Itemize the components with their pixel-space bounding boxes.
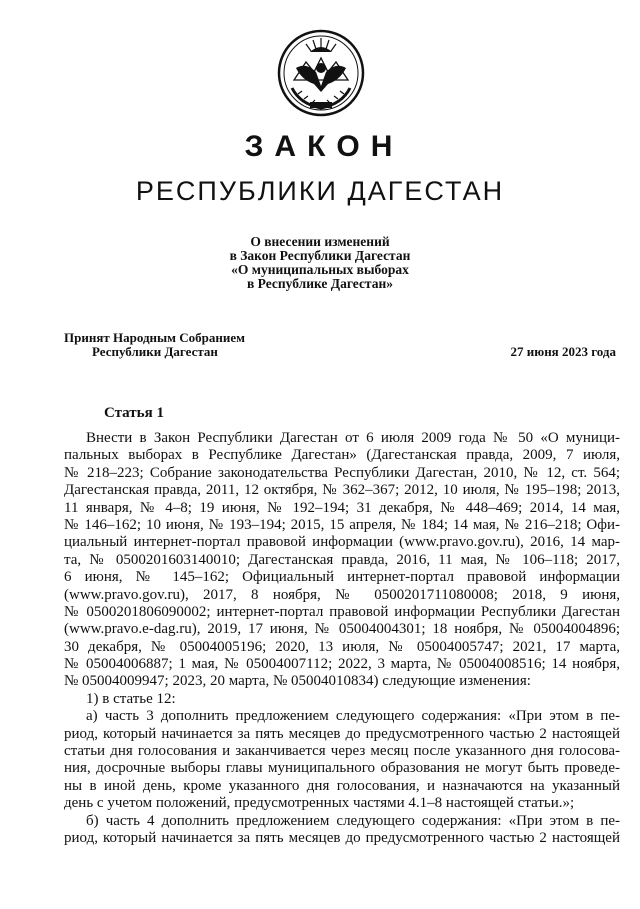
text-line: статьи дня голосования и заканчивается через месяц после указанного дня голосова- — [64, 743, 620, 760]
article-body — [64, 430, 620, 847]
text-line: Внести в Закон Республики Дагестан от 6 июля 2009 года № 50 «О муници- — [86, 430, 620, 446]
adoption-line-1: Принят Народным Собранием — [64, 330, 246, 345]
law-subject — [0, 235, 640, 291]
text-line: 11 января, № 4–8; 19 июня, № 192–194; 31 декабря, № 448–469; 2014, 14 мая, — [64, 499, 620, 516]
law-subtitle: РЕСПУБЛИКИ ДАГЕСТАН — [135, 176, 505, 206]
adoption-date: 27 июня 2023 года — [510, 344, 616, 359]
subject-line: О внесении изменений — [250, 234, 390, 249]
dagestan-coat-of-arms-icon — [276, 28, 366, 118]
text-line: (www.pravo.gov.ru), 2017, 8 ноября, № 0500201711080008; 2018, 9 июня, — [64, 586, 620, 603]
text-line: № 0500201806090002; интернет-портал правовой информации Республики Дагестан — [64, 603, 620, 620]
text-line: пальных выборах в Республике Дагестан» (Дагестанская правда, 2009, 7 июля, — [64, 447, 620, 464]
law-title: ЗАКОН — [244, 130, 404, 163]
text-line: № 218–223; Собрание законодательства Республики Дагестан, 2010, № 12, ст. 564; — [64, 464, 620, 481]
text-line: б) часть 4 дополнить предложением следующего содержания: «При этом в пе- — [86, 812, 620, 829]
adoption-statement — [64, 331, 245, 359]
text-line: циальный интернет-портал правовой информации (www.pravo.gov.ru), 2016, 14 мар- — [64, 534, 620, 551]
text-line: 30 декабря, № 05004005196; 2020, 13 июля, № 05004005747; 2021, 17 марта, — [64, 638, 620, 655]
list-item: 1) в статье 12: — [86, 690, 176, 707]
text-line: ния, досрочные выборы главы муниципального образования не могут быть проведе- — [64, 760, 620, 777]
text-line: а) часть 3 дополнить предложением следующего содержания: «При этом в пе- — [86, 708, 620, 725]
text-line: та, № 0500201603140010; Дагестанская правда, 2016, 11 мая, № 106–118; 2017, — [64, 551, 620, 568]
text-line: (www.pravo.e-dag.ru), 2019, 17 июня, № 05004004301; 18 ноября, № 05004004896; — [64, 621, 620, 638]
subject-line: «О муниципальных выборах — [231, 262, 409, 277]
subject-line: в Закон Республики Дагестан — [229, 248, 411, 263]
text-line: день с учетом положений, предусмотренных частями 4.1–8 настоящей статьи.»; — [64, 795, 575, 812]
article-heading: Статья 1 — [104, 405, 164, 421]
text-line: № 146–162; 10 июня, № 193–194; 2015, 15 апреля, № 184; 14 мая, № 216–218; Офи- — [64, 516, 620, 533]
text-line: ны в иной день, кроме указанного дня голосования, и назначаются на указанный — [64, 777, 620, 794]
text-line: № 05004009947; 2023, 20 марта, № 05004010834) следующие изменения: — [64, 673, 531, 690]
text-line: 6 июня, № 145–162; Официальный интернет-портал правовой информации — [64, 569, 620, 586]
text-line: риод, который начинается за пять месяцев до предусмотренного частью 2 настоящей — [64, 829, 620, 846]
adoption-line-2: Республики Дагестан — [92, 344, 218, 359]
text-line: Дагестанская правда, 2011, 12 октября, № 362–367; 2012, 10 июля, № 195–198; 2013, — [64, 482, 620, 499]
text-line: № 05004006887; 1 мая, № 05004007112; 2022, 3 марта, № 05004008516; 14 ноября, — [64, 656, 620, 673]
subject-line: в Республике Дагестан» — [246, 276, 394, 291]
text-line: риод, который начинается за пять месяцев до предусмотренного частью 2 настоящей — [64, 725, 620, 742]
